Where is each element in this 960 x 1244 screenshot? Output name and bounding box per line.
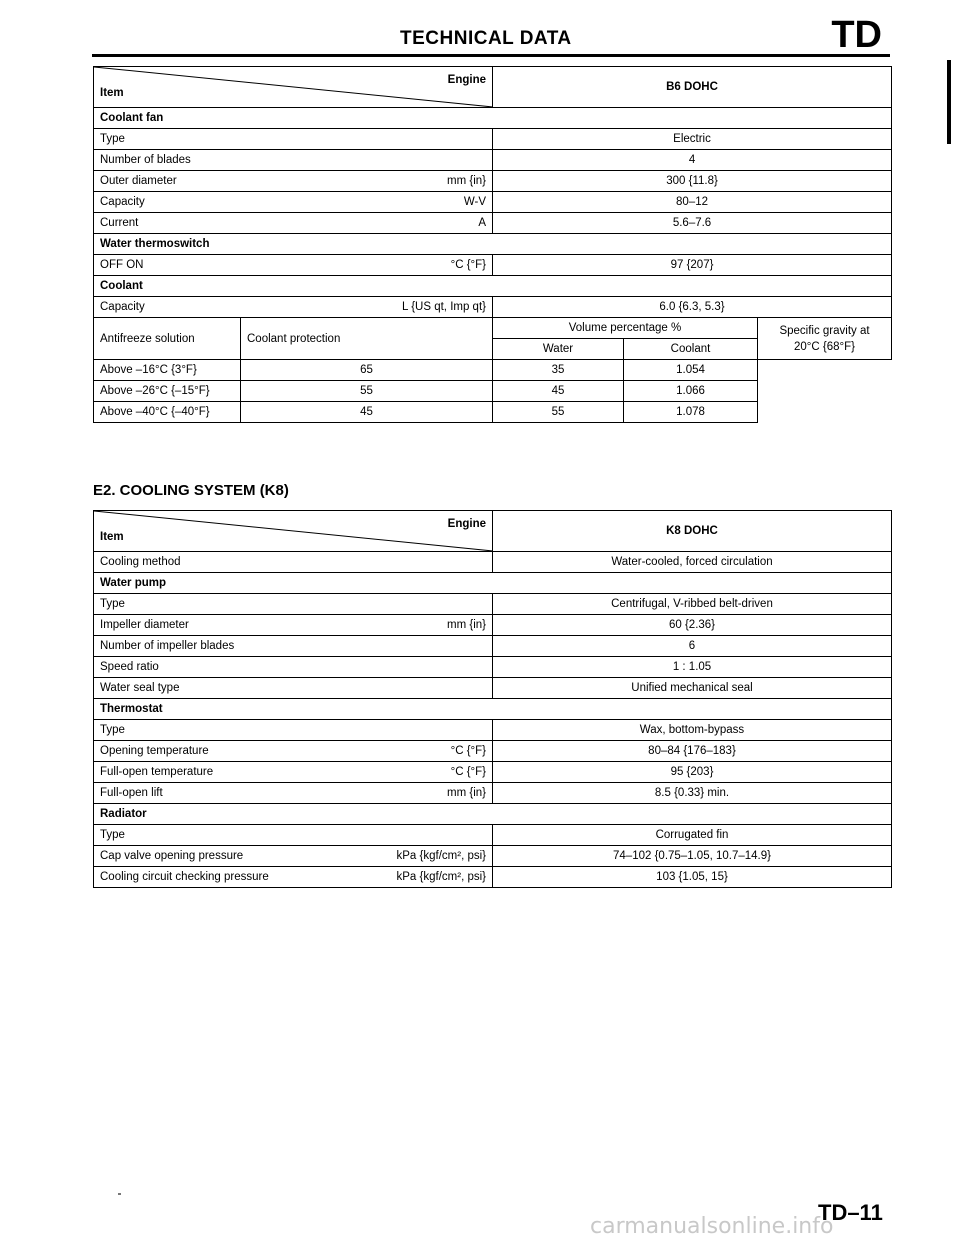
section-heading-e2: E2. COOLING SYSTEM (K8) [93,482,289,499]
label-text: Capacity [100,196,145,208]
row-label [94,783,493,804]
table-header-row [94,67,892,108]
row-value: 80–84 {176–183} [493,741,892,762]
table-row [94,213,892,234]
row-label [94,825,493,846]
margin-change-bar [947,60,951,144]
antifreeze-row [94,402,892,423]
row-label [94,762,493,783]
row-value: Water-cooled, forced circulation [493,552,892,573]
row-value: 80–12 [493,192,892,213]
row-label [94,867,493,888]
label-text: Cooling method [100,556,181,568]
unit-text: °C {°F} [450,745,486,757]
label-text: Full-open temperature [100,766,214,778]
specific-gravity: 1.054 [624,360,758,381]
label-text: Speed ratio [100,661,159,673]
engine-label: Engine [447,74,486,86]
protection-temp: Above –40°C {–40°F} [94,402,241,423]
table-row [94,846,892,867]
unit-text: W-V [463,196,486,208]
table-row [94,720,892,741]
row-value: Unified mechanical seal [493,678,892,699]
row-value: 4 [493,150,892,171]
row-label [94,615,493,636]
row-value: 103 {1.05, 15} [493,867,892,888]
table-row [94,867,892,888]
row-label [94,297,493,318]
table-row [94,129,892,150]
item-label: Item [100,87,124,99]
unit-text: mm {in} [447,175,486,187]
section-row [94,234,892,255]
label-text: Opening temperature [100,745,209,757]
row-label [94,192,493,213]
label-text: Capacity [100,301,145,313]
k8-cooling-spec-table [93,510,892,888]
label-text: Full-open lift [100,787,163,799]
protection-temp: Above –16°C {3°F} [94,360,241,381]
row-label [94,657,493,678]
table-row [94,192,892,213]
row-label [94,255,493,276]
engine-label: Engine [447,518,486,530]
section-row [94,699,892,720]
table-row [94,615,892,636]
section-row [94,108,892,129]
table-row [94,297,892,318]
scan-speck [118,1193,121,1195]
specific-gravity-line2: 20°C {68°F} [794,340,856,353]
row-label [94,720,493,741]
section-label: Radiator [94,804,892,825]
unit-text: kPa {kgf/cm², psi} [396,850,486,862]
row-label [94,741,493,762]
section-row [94,276,892,297]
item-label: Item [100,531,124,543]
specific-gravity: 1.078 [624,402,758,423]
table-row [94,762,892,783]
unit-text: °C {°F} [450,766,486,778]
section-label: Water pump [94,573,892,594]
water-percent: 65 [241,360,493,381]
section-row [94,804,892,825]
engine-value: K8 DOHC [493,511,892,552]
section-code: TD [831,14,882,56]
coolant-protection-label: Coolant protection [241,318,493,360]
b6-cooling-spec-table [93,66,892,423]
coolant-percent: 55 [493,402,624,423]
coolant-percent: 35 [493,360,624,381]
table-row [94,783,892,804]
coolant-header: Coolant [624,339,758,360]
table-row [94,171,892,192]
row-value: 1 : 1.05 [493,657,892,678]
row-value: 60 {2.36} [493,615,892,636]
unit-text: L {US qt, Imp qt} [402,301,486,313]
table-row [94,678,892,699]
row-value: 97 {207} [493,255,892,276]
row-value: 8.5 {0.33} min. [493,783,892,804]
row-label [94,213,493,234]
water-header: Water [493,339,624,360]
row-label [94,678,493,699]
row-label [94,552,493,573]
section-label: Thermostat [94,699,892,720]
specific-gravity: 1.066 [624,381,758,402]
unit-text: °C {°F} [450,259,486,271]
page-title: TECHNICAL DATA [400,28,572,49]
label-text: Cooling circuit checking pressure [100,871,269,883]
protection-temp: Above –26°C {–15°F} [94,381,241,402]
row-label [94,171,493,192]
label-text: Number of impeller blades [100,640,235,652]
section-label: Coolant [94,276,892,297]
table-row [94,825,892,846]
row-value: Corrugated fin [493,825,892,846]
row-value: 6 [493,636,892,657]
label-text: Outer diameter [100,175,177,187]
table-row [94,150,892,171]
section-label: Water thermoswitch [94,234,892,255]
unit-text: mm {in} [447,787,486,799]
section-label: Coolant fan [94,108,892,129]
antifreeze-row [94,360,892,381]
row-value: 300 {11.8} [493,171,892,192]
table-row [94,741,892,762]
specific-gravity-line1: Specific gravity at [779,324,870,337]
row-label [94,129,493,150]
page-number: TD–11 [818,1200,883,1225]
row-value: Wax, bottom-bypass [493,720,892,741]
label-text: Current [100,217,139,229]
label-text: Type [100,829,125,841]
row-value: Electric [493,129,892,150]
table-row [94,318,892,339]
row-value: 74–102 {0.75–1.05, 10.7–14.9} [493,846,892,867]
water-percent: 55 [241,381,493,402]
unit-text: A [478,217,486,229]
item-engine-header [94,511,493,552]
water-percent: 45 [241,402,493,423]
unit-text: mm {in} [447,619,486,631]
row-label [94,846,493,867]
section-row [94,573,892,594]
specific-gravity-label [758,318,892,360]
antifreeze-label: Antifreeze solution [94,318,241,360]
table-row [94,657,892,678]
table-row [94,636,892,657]
unit-text: kPa {kgf/cm², psi} [396,871,486,883]
engine-value: B6 DOHC [493,67,892,108]
label-text: Water seal type [100,682,180,694]
watermark: carmanualsonline.info [590,1214,834,1239]
row-value: 6.0 {6.3, 5.3} [493,297,892,318]
label-text: Cap valve opening pressure [100,850,244,862]
row-label [94,594,493,615]
row-value: Centrifugal, V-ribbed belt-driven [493,594,892,615]
label-text: Type [100,598,125,610]
item-engine-header [94,67,493,108]
table-row [94,552,892,573]
page-header [92,14,890,57]
row-value: 5.6–7.6 [493,213,892,234]
label-text: OFF ON [100,259,144,271]
row-label [94,150,493,171]
antifreeze-row [94,381,892,402]
label-text: Type [100,133,125,145]
row-label [94,636,493,657]
label-text: Impeller diameter [100,619,189,631]
table-row [94,594,892,615]
table-header-row [94,511,892,552]
coolant-percent: 45 [493,381,624,402]
label-text: Type [100,724,125,736]
volume-percentage-label: Volume percentage % [493,318,758,339]
label-text: Number of blades [100,154,191,166]
header-diagonal-line [94,511,493,551]
table-row [94,255,892,276]
row-value: 95 {203} [493,762,892,783]
header-diagonal-line [94,67,493,107]
